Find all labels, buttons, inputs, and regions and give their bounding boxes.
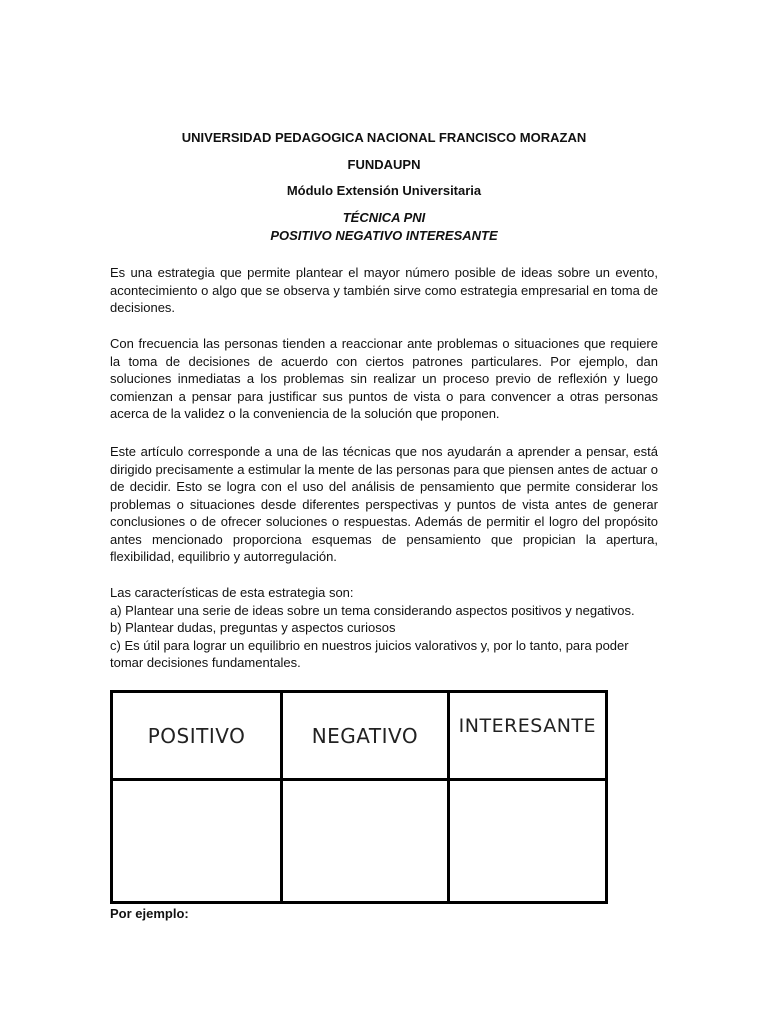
cell-interesante (448, 780, 606, 903)
module-title: Módulo Extensión Universitaria (286, 183, 482, 198)
header-interesante: INTERESANTE (448, 692, 606, 780)
list-item: a) Plantear una serie de ideas sobre un tema considerando aspectos positivos y negativos. (110, 602, 635, 618)
pni-table (110, 690, 608, 904)
technique-full-title: POSITIVO NEGATIVO INTERESANTE (270, 228, 498, 243)
table-row (112, 780, 607, 903)
header-negativo: NEGATIVO (282, 692, 449, 780)
list-item-continuation: tomar decisiones fundamentales. (110, 655, 301, 670)
cell-negativo (282, 780, 449, 903)
list-item: b) Plantear dudas, preguntas y aspectos curiosos (110, 620, 396, 635)
technique-title: TÉCNICA PNI (342, 210, 426, 225)
cell-positivo (112, 780, 282, 903)
paragraph-definition: Es una estrategia que permite plantear el mayor número posible de ideas sobre un evento, acontecimiento o algo que se observa y también sirve como estrategia empresarial en toma de decisiones. (110, 265, 658, 315)
unit-title: FUNDAUPN (347, 157, 421, 172)
header-positivo: POSITIVO (112, 692, 282, 780)
university-title: UNIVERSIDAD PEDAGOGICA NACIONAL FRANCISCO MORAZAN (181, 130, 587, 145)
paragraph-frequency: Con frecuencia las personas tienden a reaccionar ante problemas o situaciones que requiere la toma de decisiones de acuerdo con ciertos patrones particulares. Por ejemplo, dan soluciones inmediatas a los problemas sin realizar un proceso previo de reflexión y luego comienzan a pensar para justificar sus puntos de vista o para convencer a otras personas acerca de la validez o la conveniencia de la solución que proponen. (110, 336, 658, 421)
table-header-row (112, 692, 607, 780)
list-item: c) Es útil para lograr un equilibrio en nuestros juicios valorativos y, por lo tanto, para poder (110, 637, 629, 653)
characteristics-list (110, 584, 670, 672)
characteristics-intro: Las características de esta estrategia son: (110, 585, 354, 600)
example-label: Por ejemplo: (110, 906, 189, 921)
paragraph-article: Este artículo corresponde a una de las técnicas que nos ayudarán a aprender a pensar, está dirigido precisamente a estimular la mente de las personas para que piensen antes de actuar o de decidir. Esto se logra con el uso del análisis de pensamiento que permite considerar los problemas o situaciones desde diferentes perspectivas y puntos de vista antes de generar conclusiones o de ofrecer soluciones o respuestas. Además de permitir el logro del propósito antes mencionado proporciona esquemas de pensamiento que propician la apertura, flexibilidad, equilibrio y autorregulación. (110, 444, 658, 564)
